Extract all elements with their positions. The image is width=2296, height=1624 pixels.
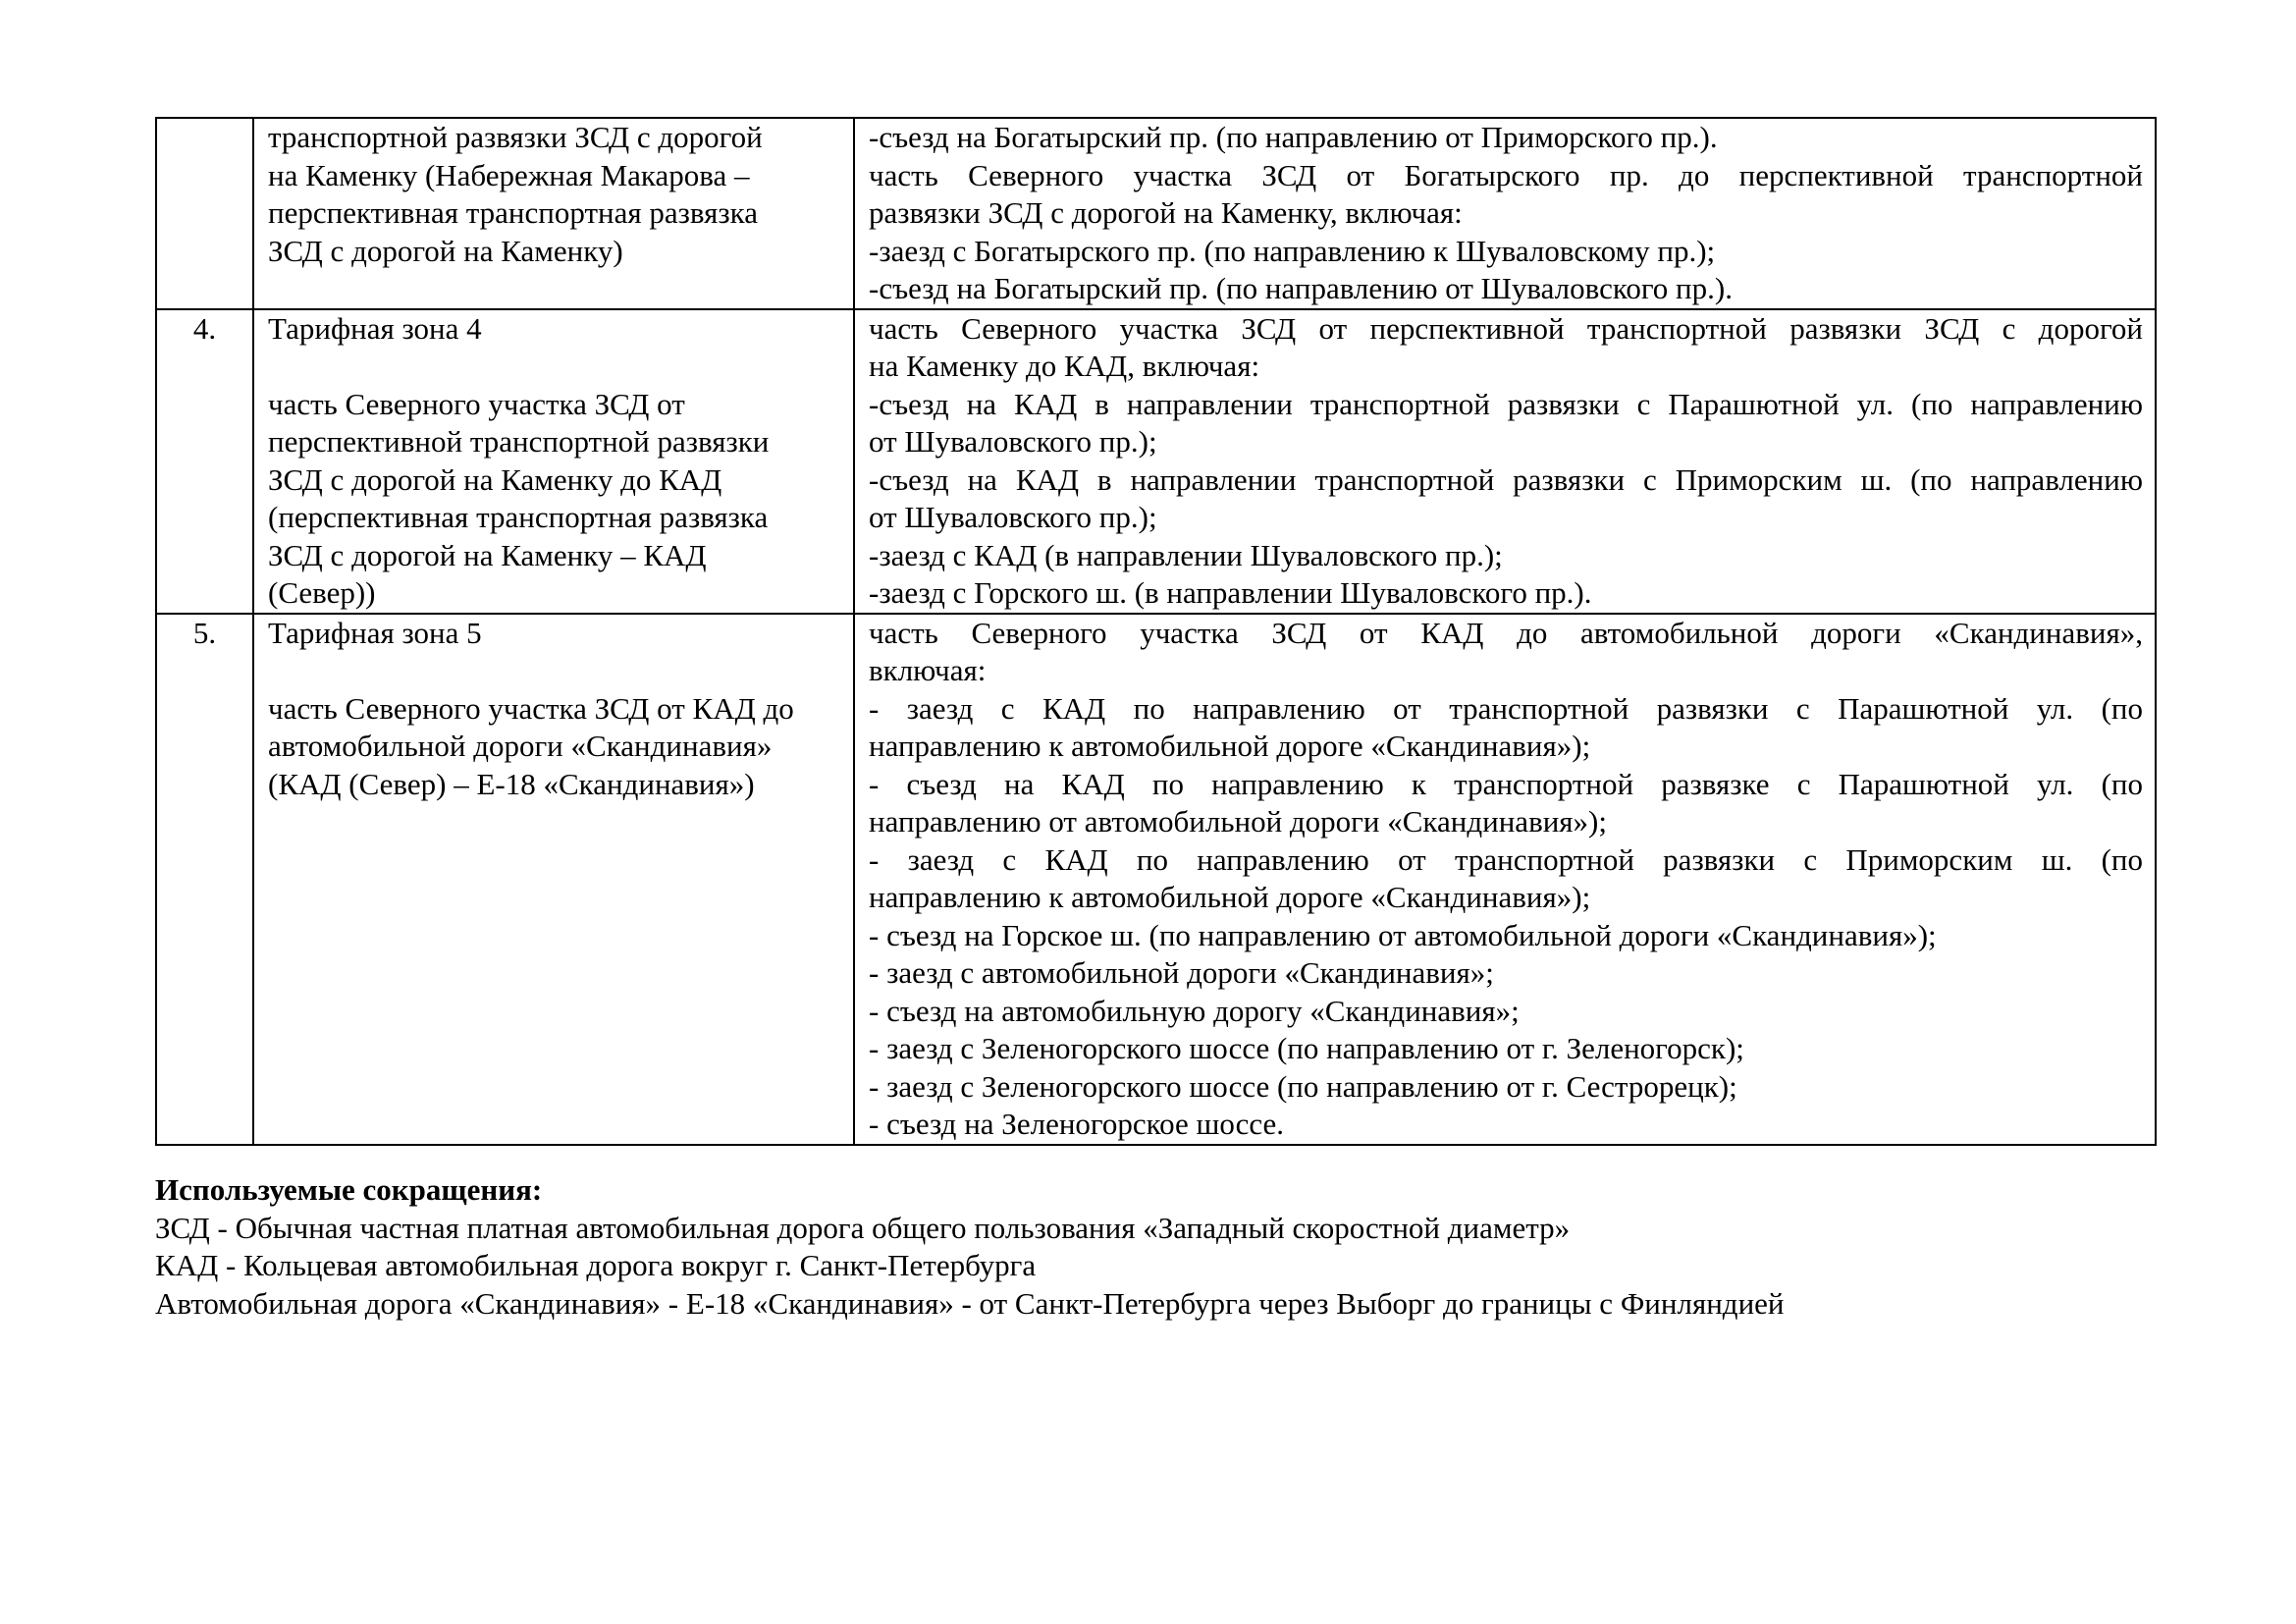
tariff-zones-table: [155, 117, 2157, 1146]
desc-line: от Шуваловского пр.);: [869, 500, 1157, 534]
table-row: [156, 118, 2156, 309]
zone-line: перспективная транспортная развязка: [268, 195, 758, 230]
abbreviation-item: ЗСД - Обычная частная платная автомобильная дорога общего пользования «Западный скоростной диаметр»: [155, 1210, 1571, 1245]
desc-line: -съезд на КАД в направлении транспортной развязки с Парашютной ул. (по направлению: [869, 386, 2143, 421]
zone-cell: [253, 309, 854, 614]
abbreviation-item: КАД - Кольцевая автомобильная дорога вокруг г. Санкт-Петербурга: [155, 1248, 1037, 1282]
spacer: [268, 652, 847, 690]
zone-line: (КАД (Север) – Е-18 «Скандинавия»): [268, 766, 755, 801]
desc-line: направлению к автомобильной дороге «Скандинавия»);: [869, 729, 1591, 763]
table-row: [156, 309, 2156, 614]
description-cell: [854, 614, 2156, 1145]
desc-line: - съезд на КАД по направлению к транспортной развязке с Парашютной ул. (по: [869, 766, 2143, 801]
desc-line: направлению к автомобильной дороге «Скандинавия»);: [869, 880, 1591, 914]
abbreviations-heading: Используемые сокращения:: [155, 1172, 543, 1207]
desc-line: - съезд на Горское ш. (по направлению от автомобильной дороги «Скандинавия»);: [869, 917, 1937, 952]
zone-cell: [253, 118, 854, 309]
desc-line: на Каменку до КАД, включая:: [869, 349, 1260, 383]
desc-line: - заезд с КАД по направлению от транспортной развязки с Парашютной ул. (по: [869, 690, 2143, 726]
desc-line: часть Северного участка ЗСД от КАД до автомобильной дороги «Скандинавия»,: [869, 615, 2143, 650]
zone-cell: [253, 614, 854, 1145]
desc-line: - съезд на Зеленогорское шоссе.: [869, 1107, 1285, 1141]
desc-line: от Шуваловского пр.);: [869, 424, 1157, 459]
row-number: 5.: [156, 614, 253, 1145]
zone-title: Тарифная зона 4: [268, 310, 482, 346]
desc-line: включая:: [869, 653, 987, 687]
desc-line: - заезд с Зеленогорского шоссе (по направлению от г. Сестрорецк);: [869, 1068, 1737, 1104]
zone-line: перспективной транспортной развязки: [268, 424, 770, 459]
zone-title: Тарифная зона 5: [268, 615, 482, 650]
desc-line: направлению от автомобильной дороги «Скандинавия»);: [869, 804, 1607, 839]
zone-line: часть Северного участка ЗСД от КАД до: [268, 690, 794, 726]
desc-line: часть Северного участка ЗСД от перспективной транспортной развязки ЗСД с дорогой: [869, 310, 2143, 346]
zone-line: ЗСД с дорогой на Каменку): [268, 233, 623, 268]
desc-line: часть Северного участка ЗСД от Богатырского пр. до перспективной транспортной: [869, 157, 2143, 192]
zone-line: на Каменку (Набережная Макарова –: [268, 157, 750, 192]
row-number: 4.: [156, 309, 253, 614]
zone-line: ЗСД с дорогой на Каменку до КАД: [268, 461, 722, 497]
desc-line: -заезд с Богатырского пр. (по направлению к Шуваловскому пр.);: [869, 233, 1716, 268]
abbreviation-item: Автомобильная дорога «Скандинавия» - Е-18 «Скандинавия» - от Санкт-Петербурга через Выборг до границы с Финляндией: [155, 1285, 1785, 1321]
desc-line: -съезд на Богатырский пр. (по направлению от Шуваловского пр.).: [869, 271, 1733, 305]
zone-line: ЗСД с дорогой на Каменку – КАД: [268, 537, 707, 572]
desc-line: -съезд на КАД в направлении транспортной развязки с Приморским ш. (по направлению: [869, 461, 2143, 497]
spacer: [268, 348, 847, 386]
zone-line: транспортной развязки ЗСД с дорогой: [268, 120, 763, 154]
desc-line: - заезд с КАД по направлению от транспортной развязки с Приморским ш. (по: [869, 841, 2143, 877]
zone-line: (Север)): [268, 575, 376, 610]
zone-line: автомобильной дороги «Скандинавия»: [268, 729, 773, 763]
desc-line: развязки ЗСД с дорогой на Каменку, включая:: [869, 195, 1463, 230]
desc-line: -заезд с КАД (в направлении Шуваловского пр.);: [869, 537, 1503, 572]
desc-line: -съезд на Богатырский пр. (по направлению от Приморского пр.).: [869, 120, 1718, 154]
row-number: [156, 118, 253, 309]
desc-line: - заезд с автомобильной дороги «Скандинавия»;: [869, 955, 1494, 990]
zone-line: (перспективная транспортная развязка: [268, 500, 769, 534]
description-cell: [854, 118, 2156, 309]
desc-line: -заезд с Горского ш. (в направлении Шуваловского пр.).: [869, 575, 1592, 610]
description-cell: [854, 309, 2156, 614]
desc-line: - съезд на автомобильную дорогу «Скандинавия»;: [869, 993, 1520, 1028]
zone-line: часть Северного участка ЗСД от: [268, 386, 685, 421]
abbreviations-section: [155, 1171, 1785, 1323]
desc-line: - заезд с Зеленогорского шоссе (по направлению от г. Зеленогорск);: [869, 1031, 1744, 1065]
table-row: [156, 614, 2156, 1145]
